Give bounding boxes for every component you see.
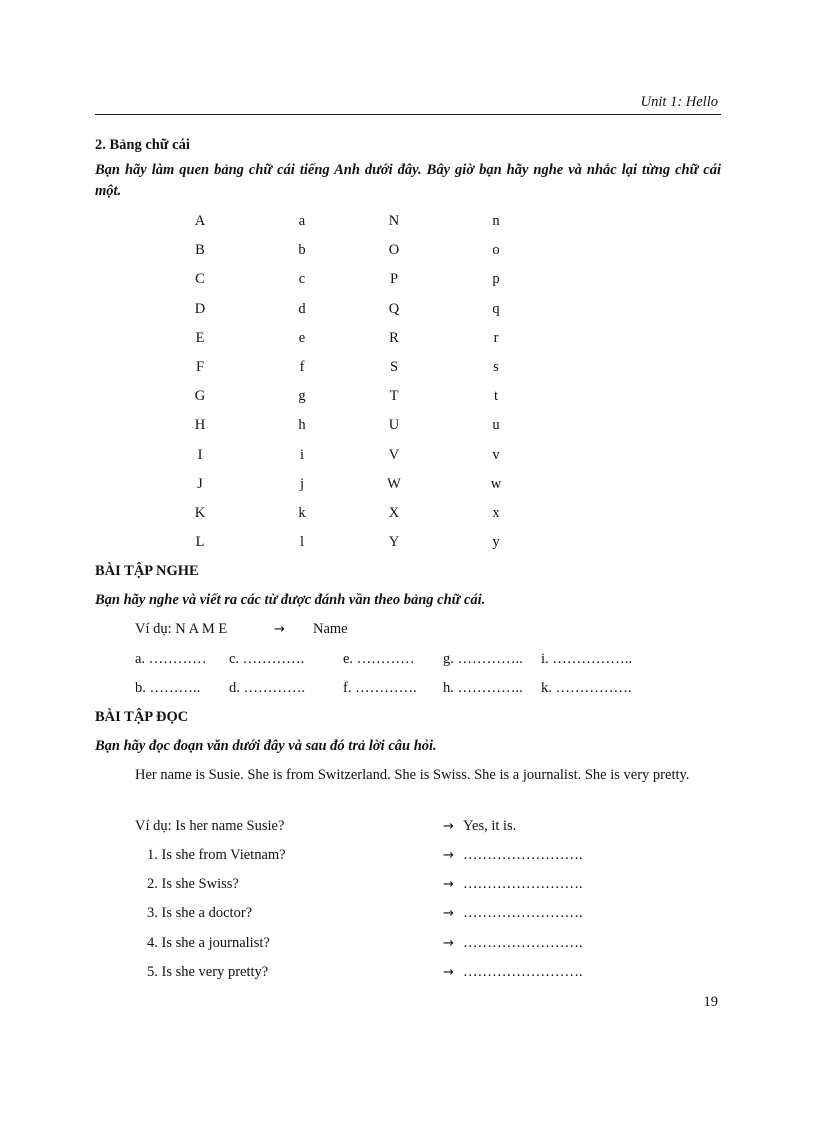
blank-e: e. …………: [343, 651, 415, 667]
alphabet-letter: n: [492, 213, 500, 229]
alphabet-letter: I: [197, 446, 203, 463]
page-number: 19: [703, 994, 718, 1010]
alphabet-letter: o: [492, 242, 500, 259]
alphabet-letter: D: [194, 300, 206, 317]
question-text: 1. Is she from Vietnam?: [147, 847, 286, 863]
listening-instruction: Bạn hãy nghe và viết ra các từ được đánh vần theo bảng chữ cái.: [95, 592, 486, 608]
alphabet-letter: P: [389, 271, 399, 288]
blank-k: k. …………….: [541, 680, 632, 696]
answer-blank[interactable]: …………………….: [463, 847, 583, 863]
alphabet-letter: c: [298, 271, 306, 288]
alphabet-letter: g: [298, 388, 306, 405]
alphabet-letter: A: [194, 213, 206, 229]
arrow-icon: →: [443, 964, 454, 980]
alphabet-letter: E: [195, 329, 205, 346]
answer-blank[interactable]: …………………….: [463, 934, 583, 951]
reading-passage: Her name is Susie. She is from Switzerland. She is Swiss. She is a journalist. She is very pretty.: [135, 767, 690, 783]
blank-a: a. …………: [135, 651, 207, 667]
alphabet-letter: t: [493, 388, 499, 405]
arrow-icon: →: [274, 622, 285, 637]
alphabet-letter: R: [389, 329, 399, 346]
alphabet-letter: p: [492, 271, 500, 288]
blank-d: d. ………….: [229, 680, 306, 696]
question-text: 3. Is she a doctor?: [147, 905, 253, 922]
alphabet-letter: G: [194, 388, 206, 405]
alphabet-letter: H: [194, 417, 206, 434]
alphabet-letter: S: [389, 359, 399, 375]
alphabet-letter: i: [299, 446, 305, 463]
alphabet-letter: d: [298, 300, 306, 317]
section-heading-listening: BÀI TẬP NGHE: [95, 563, 199, 579]
alphabet-letter: F: [195, 359, 205, 375]
reading-example-question: Ví dụ: Is her name Susie?: [135, 818, 285, 834]
alphabet-letter: q: [492, 300, 500, 317]
page-header-title: Unit 1: Hello: [640, 94, 718, 110]
alphabet-letter: X: [388, 505, 400, 521]
blank-b: b. ………..: [135, 680, 201, 696]
section-heading-alphabet: 2. Bảng chữ cái: [95, 137, 190, 153]
reading-instruction: Bạn hãy đọc đoạn văn dưới đây và sau đó trả lời câu hỏi.: [95, 738, 437, 754]
alphabet-letter: e: [298, 329, 306, 346]
alphabet-letter: V: [388, 446, 400, 463]
alphabet-letter: y: [492, 534, 500, 551]
alphabet-letter: Q: [388, 300, 400, 317]
blank-c: c. ………….: [229, 651, 305, 667]
alphabet-letter: w: [490, 475, 502, 492]
alphabet-letter: C: [195, 271, 205, 288]
blank-i: i. ……………..: [541, 651, 633, 667]
question-text: 4. Is she a journalist?: [147, 934, 270, 951]
alphabet-letter: Y: [388, 534, 400, 551]
answer-blank[interactable]: …………………….: [463, 876, 583, 893]
alphabet-letter: l: [299, 534, 305, 551]
blank-f: f. ………….: [343, 680, 417, 696]
alphabet-letter: k: [298, 505, 306, 521]
alphabet-instruction: Bạn hãy làm quen bảng chữ cái tiếng Anh dưới đây. Bây giờ bạn hãy nghe và nhắc lại từng chữ cái một.: [95, 162, 721, 199]
arrow-icon: →: [443, 848, 454, 863]
alphabet-letter: b: [298, 242, 306, 259]
section-heading-reading: BÀI TẬP ĐỌC: [95, 709, 189, 725]
alphabet-letter: U: [388, 417, 400, 434]
alphabet-letter: a: [298, 213, 306, 229]
alphabet-letter: W: [387, 475, 401, 492]
alphabet-letter: x: [492, 505, 500, 521]
listening-example-answer: Name: [313, 621, 348, 637]
arrow-icon: →: [443, 906, 454, 922]
alphabet-letter: s: [493, 359, 499, 375]
alphabet-letter: u: [492, 417, 500, 434]
alphabet-letter: r: [493, 329, 499, 346]
blank-h: h. …………..: [443, 680, 523, 696]
reading-example-answer: Yes, it is.: [463, 818, 517, 834]
question-text: 5. Is she very pretty?: [147, 963, 269, 980]
alphabet-letter: J: [197, 475, 203, 492]
alphabet-letter: N: [388, 213, 400, 229]
blank-g: g. …………..: [443, 651, 523, 667]
answer-blank[interactable]: …………………….: [463, 905, 583, 922]
alphabet-letter: L: [195, 534, 205, 551]
listening-example-label: Ví dụ: N A M E: [135, 621, 228, 637]
answer-blank[interactable]: …………………….: [463, 963, 583, 980]
arrow-icon: →: [443, 819, 454, 834]
arrow-icon: →: [443, 877, 454, 893]
alphabet-letter: j: [299, 475, 305, 492]
question-text: 2. Is she Swiss?: [147, 876, 239, 893]
alphabet-letter: T: [389, 388, 399, 405]
alphabet-letter: B: [195, 242, 205, 259]
alphabet-letter: h: [298, 417, 306, 434]
alphabet-letter: v: [492, 446, 500, 463]
alphabet-letter: K: [194, 505, 206, 521]
header-divider: [95, 114, 721, 115]
alphabet-letter: f: [299, 359, 305, 375]
arrow-icon: →: [443, 935, 454, 951]
alphabet-letter: O: [388, 242, 400, 259]
